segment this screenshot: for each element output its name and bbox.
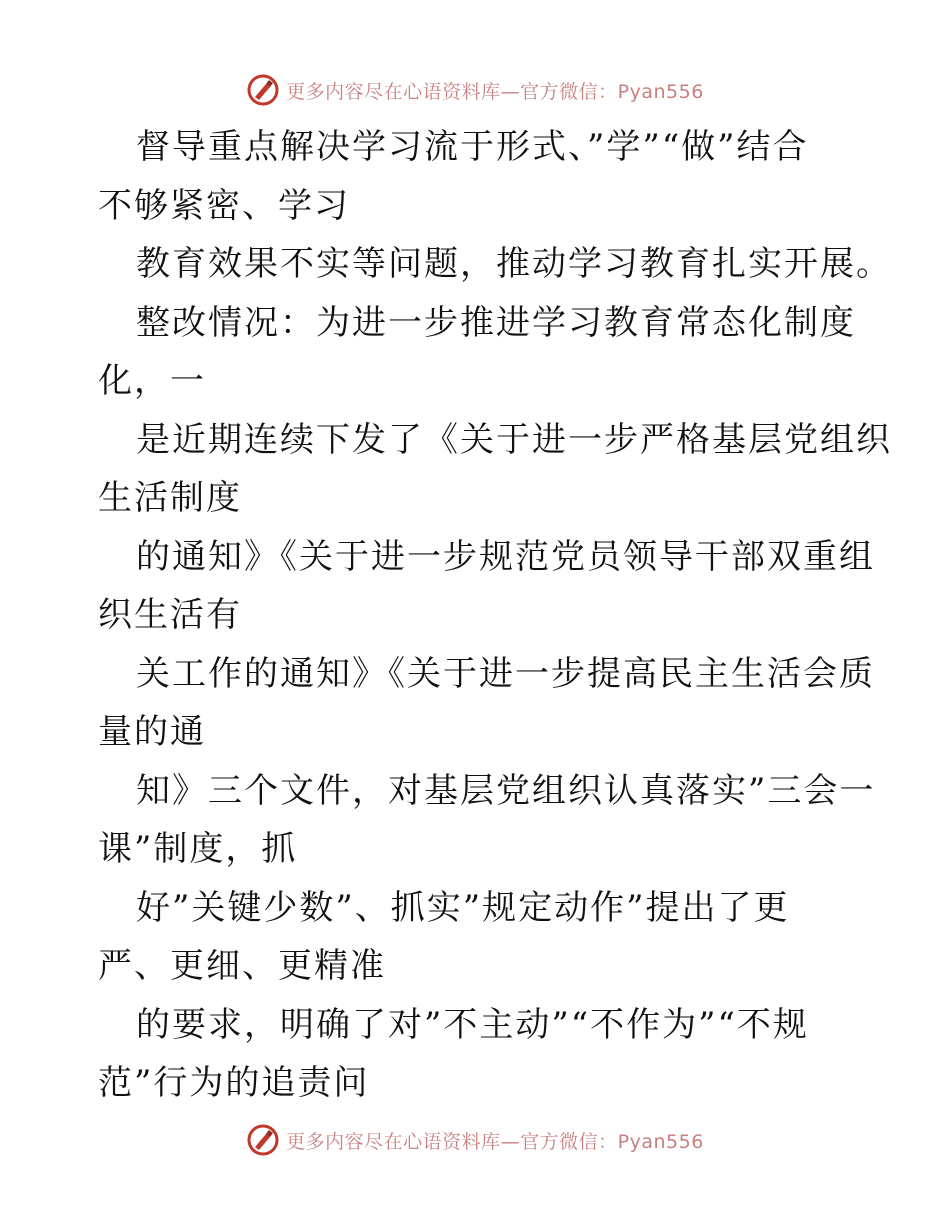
- text-line: 的要求，明确了对”不主动”“不作为”“不规: [136, 1004, 809, 1045]
- pen-in-circle-icon: [246, 1123, 280, 1157]
- text-line: 督导重点解决学习流于形式、”学”“做”结合: [136, 127, 809, 167]
- document-body: [98, 118, 892, 1113]
- text-line: 量的通: [98, 712, 206, 752]
- text-line: 是近期连续下发了《关于进一步严格基层党组织: [136, 419, 892, 460]
- header-text: 更多内容尽在心语资料库—官方微信：Pyan556: [286, 80, 704, 103]
- text-line: 课”制度，抓: [98, 829, 298, 869]
- text-line: 化，一: [98, 361, 206, 401]
- text-line: 好”关键少数”、抓实”规定动作”提出了更: [136, 887, 790, 928]
- text-line: 生活制度: [98, 478, 242, 518]
- text-line: 整改情况：为进一步推进学习教育常态化制度: [136, 302, 856, 343]
- header-banner: [0, 70, 950, 110]
- text-line: 范”行为的追责问: [98, 1063, 370, 1103]
- text-line: 知》三个文件，对基层党组织认真落实”三会一: [136, 770, 876, 811]
- footer-text: 更多内容尽在心语资料库—官方微信：Pyan556: [286, 1130, 704, 1153]
- text-line: 的通知》《关于进一步规范党员领导干部双重组: [136, 536, 875, 577]
- pen-in-circle-icon: [246, 73, 280, 107]
- text-line: 织生活有: [98, 595, 242, 635]
- text-line: 教育效果不实等问题，推动学习教育扎实开展。: [136, 244, 892, 284]
- text-line: 严、更细、更精准: [98, 946, 386, 986]
- text-line: 不够紧密、学习: [98, 185, 350, 226]
- footer-banner: [0, 1120, 950, 1160]
- text-line: 关工作的通知》《关于进一步提高民主生活会质: [136, 653, 875, 694]
